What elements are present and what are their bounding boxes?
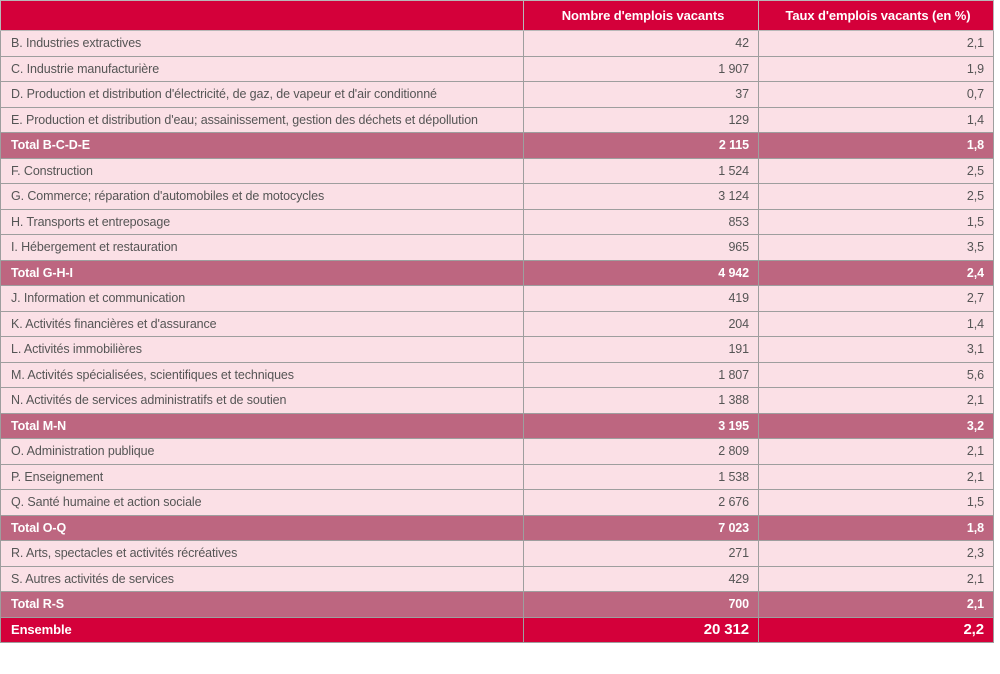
vacancy-count-cell: 1 807 [524,362,759,388]
vacancy-count-cell: 1 907 [524,56,759,82]
vacancy-rate-cell: 2,1 [759,439,994,465]
sector-label-cell: M. Activités spécialisées, scientifiques et techniques [1,362,524,388]
vacancy-rate-cell: 3,5 [759,235,994,261]
sector-label-cell: Q. Santé humaine et action sociale [1,490,524,516]
vacancy-rate-cell: 2,1 [759,31,994,57]
vacancy-rate-cell: 1,4 [759,107,994,133]
sector-label-cell: Total R-S [1,592,524,618]
subtotal-row [1,515,994,541]
vacancy-count-cell: 2 115 [524,133,759,159]
sector-label-cell: I. Hébergement et restauration [1,235,524,261]
sector-label-cell: E. Production et distribution d'eau; assainissement, gestion des déchets et dépollution [1,107,524,133]
vacancy-count-cell: 3 195 [524,413,759,439]
subtotal-row [1,133,994,159]
header-vacancy-count: Nombre d'emplois vacants [524,1,759,31]
sector-label-cell: S. Autres activités de services [1,566,524,592]
vacancy-rate-cell: 2,4 [759,260,994,286]
vacancy-rate-cell: 1,8 [759,515,994,541]
subtotal-row [1,413,994,439]
table-row [1,158,994,184]
vacancy-rate-cell: 1,9 [759,56,994,82]
subtotal-row [1,260,994,286]
sector-label-cell: Total G-H-I [1,260,524,286]
table-row [1,311,994,337]
vacancy-rate-cell: 3,2 [759,413,994,439]
table-row [1,82,994,108]
header-vacancy-rate: Taux d'emplois vacants (en %) [759,1,994,31]
sector-label-cell: N. Activités de services administratifs et de soutien [1,388,524,414]
sector-label-cell: P. Enseignement [1,464,524,490]
sector-label-cell: H. Transports et entreposage [1,209,524,235]
vacancy-count-cell: 20 312 [524,617,759,643]
table-row [1,388,994,414]
vacancy-count-cell: 1 524 [524,158,759,184]
sector-label-cell: K. Activités financières et d'assurance [1,311,524,337]
vacancy-rate-cell: 2,1 [759,388,994,414]
sector-label-cell: R. Arts, spectacles et activités récréatives [1,541,524,567]
vacancy-count-cell: 37 [524,82,759,108]
table-row [1,439,994,465]
sector-label-cell: D. Production et distribution d'électricité, de gaz, de vapeur et d'air conditionné [1,82,524,108]
grand-total-row [1,617,994,643]
vacancy-rate-cell: 2,2 [759,617,994,643]
vacancy-count-cell: 965 [524,235,759,261]
table-body [1,31,994,643]
vacancy-count-cell: 42 [524,31,759,57]
vacancy-count-cell: 3 124 [524,184,759,210]
table-row [1,107,994,133]
vacancy-count-cell: 271 [524,541,759,567]
vacancy-rate-cell: 1,5 [759,209,994,235]
vacancy-rate-cell: 2,7 [759,286,994,312]
sector-label-cell: Total M-N [1,413,524,439]
sector-label-cell: F. Construction [1,158,524,184]
vacancy-count-cell: 2 809 [524,439,759,465]
vacancy-count-cell: 429 [524,566,759,592]
header-sector [1,1,524,31]
header-row [1,1,994,31]
vacancy-count-cell: 419 [524,286,759,312]
vacancy-count-cell: 7 023 [524,515,759,541]
table-row [1,362,994,388]
sector-label-cell: L. Activités immobilières [1,337,524,363]
vacancy-count-cell: 1 388 [524,388,759,414]
table-row [1,566,994,592]
sector-label-cell: B. Industries extractives [1,31,524,57]
vacancy-count-cell: 1 538 [524,464,759,490]
subtotal-row [1,592,994,618]
vacancy-count-cell: 191 [524,337,759,363]
vacancy-count-cell: 700 [524,592,759,618]
vacancy-rate-cell: 2,3 [759,541,994,567]
sector-label-cell: G. Commerce; réparation d'automobiles et de motocycles [1,184,524,210]
vacancy-rate-cell: 2,1 [759,464,994,490]
sector-label-cell: Total B-C-D-E [1,133,524,159]
table-row [1,464,994,490]
sector-label-cell: C. Industrie manufacturière [1,56,524,82]
vacancy-rate-cell: 1,5 [759,490,994,516]
sector-label-cell: O. Administration publique [1,439,524,465]
vacancy-rate-cell: 1,8 [759,133,994,159]
vacancy-count-cell: 4 942 [524,260,759,286]
vacancy-rate-cell: 1,4 [759,311,994,337]
vacancy-rate-cell: 2,1 [759,566,994,592]
sector-label-cell: Total O-Q [1,515,524,541]
vacancy-rate-cell: 2,1 [759,592,994,618]
table-row [1,209,994,235]
vacancy-rate-cell: 2,5 [759,184,994,210]
vacancy-rate-cell: 5,6 [759,362,994,388]
table-row [1,337,994,363]
sector-label-cell: J. Information et communication [1,286,524,312]
table-row [1,56,994,82]
table-row [1,184,994,210]
table-row [1,235,994,261]
vacancy-rate-cell: 3,1 [759,337,994,363]
table-row [1,541,994,567]
table-row [1,31,994,57]
table-row [1,490,994,516]
table-row [1,286,994,312]
vacancy-rate-cell: 0,7 [759,82,994,108]
vacancy-rate-cell: 2,5 [759,158,994,184]
vacancy-count-cell: 204 [524,311,759,337]
vacancy-count-cell: 853 [524,209,759,235]
sector-label-cell: Ensemble [1,617,524,643]
vacancy-count-cell: 129 [524,107,759,133]
vacancy-count-cell: 2 676 [524,490,759,516]
